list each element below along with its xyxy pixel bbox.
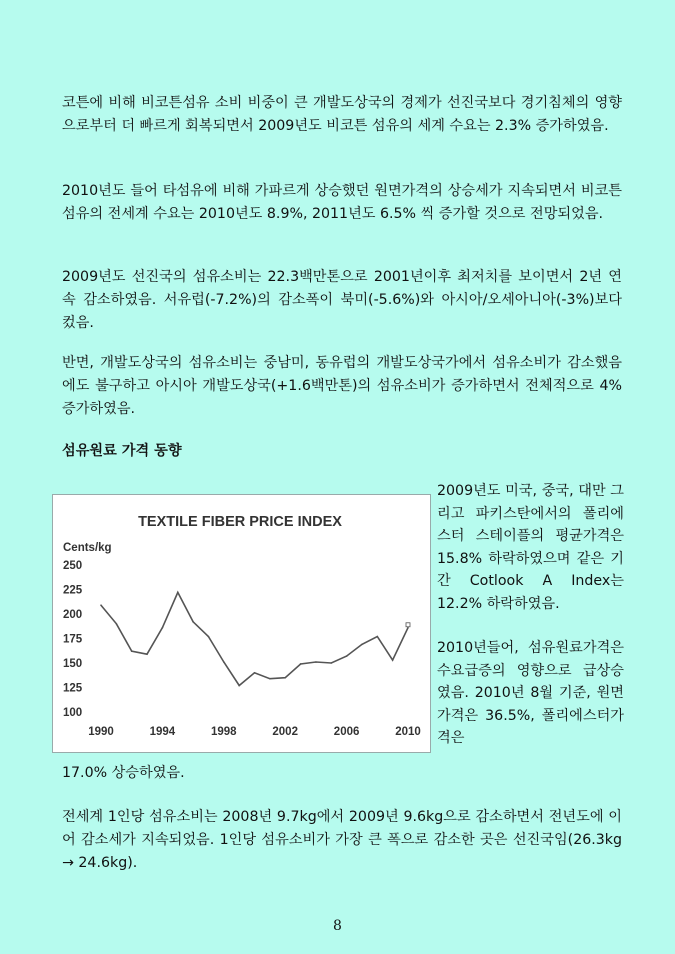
paragraph-4: 반면, 개발도상국의 섬유소비는 중남미, 동유럽의 개발도상국가에서 섬유소비가 감소했음에도 불구하고 아시아 개발도상국(+1.6백만톤)의 섬유소비가 증가하면서 전체적으로 4% 증가하였음. xyxy=(62,355,622,417)
data-point xyxy=(346,655,348,657)
side-paragraph-2: 2010년들어, 섬유원료가격은 수요급증의 영향으로 급상승였음. 2010년 8월 기준, 원면가격은 36.5%, 폴리에스터가격은 xyxy=(437,640,624,746)
data-point xyxy=(100,604,102,606)
data-point xyxy=(223,661,225,663)
y-tick-label: 200 xyxy=(63,609,83,621)
side-paragraph-1: 2009년도 미국, 중국, 대만 그리고 파키스탄에서의 폴리에스터 스테이플의 평균가격은 15.8% 하락하였으며 같은 기간 Cotlook A Index는 12.2% 하락하였음. xyxy=(437,483,624,612)
section-heading: 섬유원료 가격 동향 xyxy=(62,443,182,459)
paragraph-5: 전세계 1인당 섬유소비는 2008년 9.7kg에서 2009년 9.6kg으로 감소하면서 전년도에 이어 감소세가 지속되었음. 1인당 섬유소비가 가장 큰 폭으로 감소한 곳은 선진국임(26.3kg → 24.6kg). xyxy=(62,809,622,871)
data-point xyxy=(162,627,164,629)
paragraph-1: 코튼에 비해 비코튼섬유 소비 비중이 큰 개발도상국의 경제가 선진국보다 경기침체의 영향으로부터 더 빠르게 회복되면서 2009년도 비코튼 섬유의 세계 수요는 2.3% 증가하였음. xyxy=(62,95,622,134)
page-number: 8 xyxy=(333,918,342,934)
price-index-line xyxy=(101,592,408,685)
side-paragraph-tail: 17.0% 상승하였음. xyxy=(62,765,185,781)
paragraph-3: 2009년도 선진국의 섬유소비는 22.3백만톤으로 2001년이후 최저치를 보이면서 2년 연속 감소하였음. 서유럽(-7.2%)의 감소폭이 북미(-5.6%)와 아시아/오세아니아(-3%)보다 컸음. xyxy=(62,269,622,331)
data-point xyxy=(361,644,363,646)
x-tick-label: 2002 xyxy=(272,726,298,738)
y-tick-labels xyxy=(63,560,83,719)
data-point xyxy=(330,662,332,664)
data-point xyxy=(269,678,271,680)
x-tick-labels xyxy=(88,726,421,738)
x-tick-label: 2006 xyxy=(333,726,360,738)
price-index-chart xyxy=(52,494,431,753)
plot-area xyxy=(100,592,410,687)
data-point xyxy=(116,623,118,625)
data-point xyxy=(238,685,240,687)
data-point xyxy=(392,659,394,661)
x-tick-label: 1998 xyxy=(211,726,237,738)
y-tick-label: 100 xyxy=(63,707,83,719)
data-point xyxy=(177,592,179,594)
x-tick-label: 2010 xyxy=(395,726,421,738)
data-point xyxy=(377,636,379,638)
data-point xyxy=(208,636,210,638)
y-tick-label: 150 xyxy=(63,658,83,670)
chart-title: TEXTILE FIBER PRICE INDEX xyxy=(138,514,342,530)
y-tick-label: 225 xyxy=(63,584,83,597)
data-point xyxy=(254,672,256,674)
y-tick-label: 125 xyxy=(63,682,83,695)
data-point xyxy=(284,677,286,679)
data-point xyxy=(131,650,133,652)
estimate-point-marker xyxy=(406,623,410,627)
chart-svg xyxy=(53,495,430,752)
y-tick-label: 250 xyxy=(63,560,83,572)
paragraph-2: 2010년도 들어 타섬유에 비해 가파르게 상승했던 원면가격의 상승세가 지속되면서 비코튼 섬유의 전세계 수요는 2010년도 8.9%, 2011년도 6.5% 씩 증가할 것으로 전망되었음. xyxy=(62,183,622,222)
data-point xyxy=(315,661,317,663)
x-tick-label: 1994 xyxy=(149,726,176,738)
y-tick-label: 175 xyxy=(63,633,83,646)
side-text xyxy=(437,480,624,750)
data-point xyxy=(146,653,148,655)
data-point xyxy=(192,621,194,623)
chart-y-axis-label: Cents/kg xyxy=(63,542,112,554)
data-point xyxy=(300,663,302,665)
x-tick-label: 1990 xyxy=(88,726,114,738)
